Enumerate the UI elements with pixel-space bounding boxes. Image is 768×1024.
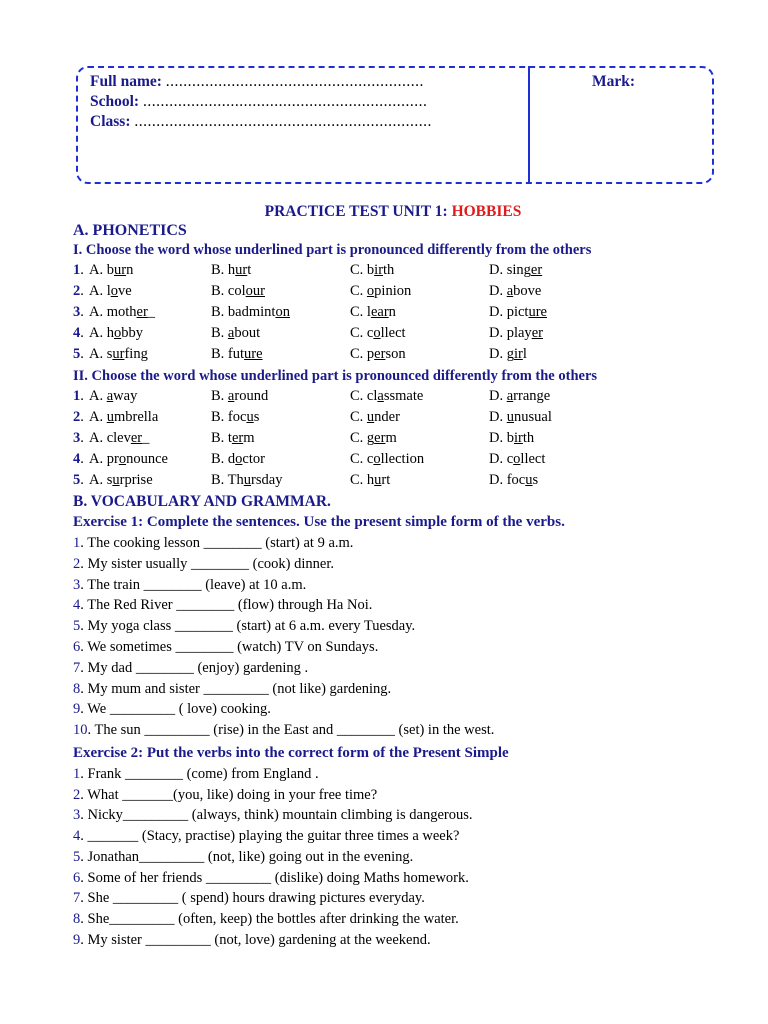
option-text: A. h [89, 325, 114, 341]
underlined-part: u [246, 409, 254, 425]
option-text: A. pr [89, 451, 119, 467]
exercise2-title: Exercise 2: Put the verbs into the correct form of the Present Simple [73, 745, 509, 761]
title-highlight: HOBBIES [451, 203, 522, 220]
option-b [211, 388, 268, 405]
option-text: t [247, 262, 252, 278]
underlined-part: u [506, 409, 514, 425]
option-text: fing [124, 346, 148, 362]
option-text: mbrella [113, 409, 159, 425]
exercise-item [73, 639, 378, 656]
option-a [89, 388, 137, 405]
option-text: A. s [89, 346, 113, 362]
underlined-part: u [366, 409, 375, 425]
option-c [350, 346, 406, 363]
option-c [350, 283, 411, 300]
item-number: 6 . [73, 870, 84, 886]
underlined-part: ur [113, 262, 127, 278]
underlined-part: o [513, 451, 521, 467]
item-text: Frank ________ (come) from England . [83, 766, 319, 782]
option-d [489, 451, 545, 468]
option-d [489, 388, 550, 405]
option-text: rt [381, 472, 391, 488]
option-text: nder [374, 409, 400, 425]
full-name-field [90, 73, 424, 91]
option-c [350, 262, 394, 279]
option-text: bby [121, 325, 143, 341]
item-text: The sun _________ (rise) in the East and ________ (set) in the west. [91, 722, 495, 739]
exercise-item [73, 535, 353, 552]
phonetics-part1-instruction: I. Choose the word whose underlined part is pronounced differently from the others [73, 242, 592, 258]
option-text: B. [211, 388, 228, 404]
item-text: My sister _________ (not, love) gardening at the weekend. [83, 931, 431, 948]
item-number: 6 . [73, 639, 84, 655]
question-number: 4 . [73, 451, 84, 468]
item-text: Jonathan_________ (not, like) going out in the evening. [83, 848, 414, 865]
item-text: She _________ ( spend) hours drawing pictures everyday. [83, 890, 425, 907]
option-b [211, 325, 260, 342]
option-text: D. sing [489, 262, 531, 278]
underlined-part: a [377, 388, 384, 404]
item-number: 2 . [73, 787, 84, 803]
underlined-part: a [106, 388, 114, 404]
option-text: th [522, 430, 535, 446]
exercise-item [73, 722, 494, 739]
option-text: son [385, 346, 406, 362]
option-d [489, 262, 542, 279]
option-text: D. b [489, 430, 514, 446]
underlined-part: a [227, 325, 235, 341]
item-text: The Red River ________ (flow) through Ha Noi. [83, 597, 373, 614]
phonetics-part2-instruction: II. Choose the word whose underlined part is pronounced differently from the others [73, 368, 598, 384]
option-text: round [234, 388, 269, 404]
option-text: rsday [251, 472, 283, 488]
option-text: ssmate [383, 388, 424, 404]
option-text: s [532, 472, 539, 488]
option-text: B. Th [211, 472, 244, 488]
underlined-part: er [531, 325, 543, 341]
school-dots: ................................................................. [142, 93, 428, 110]
option-text: C. c [350, 451, 374, 467]
option-text: ve [118, 283, 132, 299]
option-a [89, 304, 155, 321]
option-a [89, 325, 143, 342]
option-d [489, 325, 543, 342]
option-text: A. [89, 409, 107, 425]
underlined-part: ear [370, 304, 389, 320]
underlined-part: u [243, 472, 252, 488]
question-number: 5 . [73, 472, 84, 489]
option-text: nounce [126, 451, 168, 467]
option-text: D. pict [489, 304, 529, 320]
item-number: 1 . [73, 535, 84, 551]
option-b [211, 430, 255, 447]
option-text: C. [350, 283, 367, 299]
item-text: My mum and sister _________ (not like) gardening. [83, 680, 392, 697]
page-title [0, 203, 768, 221]
underlined-part: o [373, 451, 381, 467]
full-name-label: Full name: [90, 73, 162, 90]
exercise-item [73, 932, 431, 949]
question-number: 2 . [73, 409, 84, 426]
option-c [350, 325, 406, 342]
item-text: What _______(you, like) doing in your free time? [83, 786, 378, 803]
option-b [211, 304, 290, 321]
underlined-part: on [275, 304, 290, 320]
item-text: Nicky_________ (always, think) mountain climbing is dangerous. [83, 807, 473, 824]
option-text: n [126, 262, 134, 278]
underlined-part: o [110, 283, 118, 299]
item-number: 9 . [73, 932, 84, 948]
option-text: D. [489, 409, 507, 425]
exercise1-title: Exercise 1: Complete the sentences. Use the present simple form of the verbs. [73, 514, 565, 530]
underlined-part: u [106, 409, 114, 425]
item-number: 2 . [73, 556, 84, 572]
class-label: Class: [90, 113, 131, 130]
underlined-part: u [525, 472, 533, 488]
item-number: 5 . [73, 618, 84, 634]
option-text: D. foc [489, 472, 526, 488]
option-text: D. c [489, 451, 514, 467]
option-text: nusual [513, 409, 552, 425]
option-text: D. g [489, 346, 514, 362]
option-text: C. c [350, 325, 374, 341]
option-text: B. h [211, 262, 236, 278]
option-c [350, 451, 424, 468]
option-text: l [522, 346, 527, 362]
item-number: 8 . [73, 681, 84, 697]
item-text: She_________ (often, keep) the bottles after drinking the water. [83, 910, 459, 927]
option-text: C. [350, 409, 367, 425]
underlined-part: ure [244, 346, 263, 362]
option-text: A. [89, 388, 107, 404]
question-number: 5 . [73, 346, 84, 363]
exercise-item [73, 681, 391, 698]
question-number: 1 . [73, 262, 84, 279]
exercise-item [73, 618, 415, 635]
option-a [89, 409, 158, 426]
option-b [211, 346, 263, 363]
option-text: llection [380, 451, 425, 467]
option-c [350, 304, 396, 321]
option-text: n [388, 304, 396, 320]
underlined-part: a [227, 388, 235, 404]
underlined-part: o [235, 451, 243, 467]
item-text: Some of her friends _________ (dislike) doing Maths homework. [83, 869, 469, 886]
item-text: The train ________ (leave) at 10 a.m. [83, 576, 307, 593]
underlined-part: u [112, 472, 120, 488]
underlined-part: u [374, 472, 382, 488]
option-c [350, 472, 390, 489]
option-text: s [253, 409, 260, 425]
option-a [89, 472, 153, 489]
underlined-part: er [530, 262, 543, 278]
option-text: A. s [89, 472, 113, 488]
option-text: B. [211, 325, 228, 341]
item-text: My yoga class ________ (start) at 6 a.m. every Tuesday. [83, 618, 416, 635]
option-text: B. foc [211, 409, 247, 425]
option-text: A. moth [89, 304, 137, 320]
option-text: C. cl [350, 388, 378, 404]
underlined-part: our [245, 283, 265, 299]
item-text: We sometimes ________ (watch) TV on Sundays. [83, 639, 379, 655]
option-text: llect [520, 451, 546, 467]
option-text: m [385, 430, 397, 446]
exercise-item [73, 828, 459, 845]
option-text: th [383, 262, 395, 278]
exercise-item [73, 660, 308, 677]
option-b [211, 409, 259, 426]
underlined-part: a [506, 283, 514, 299]
option-text: B. col [211, 283, 246, 299]
section-b-heading: B. VOCABULARY AND GRAMMAR. [73, 493, 331, 510]
option-text: C. h [350, 472, 375, 488]
option-text: C. g [350, 430, 375, 446]
underlined-part: ir [513, 346, 523, 362]
option-text: rrange [513, 388, 551, 404]
underlined-part: er [130, 430, 143, 446]
option-text: A. clev [89, 430, 131, 446]
item-text: We _________ ( love) cooking. [83, 701, 271, 718]
option-b [211, 451, 265, 468]
option-text: B. d [211, 451, 236, 467]
underlined-part: ur [235, 262, 248, 278]
underlined-part: er [374, 346, 386, 362]
underlined-part: o [373, 325, 381, 341]
item-number: 10 . [73, 722, 91, 738]
option-b [211, 283, 265, 300]
exercise-item [73, 849, 413, 866]
exercise-item [73, 556, 334, 573]
option-text: A. l [89, 283, 111, 299]
option-text: D. [489, 283, 507, 299]
option-text: rprise [119, 472, 153, 488]
exercise-item [73, 701, 271, 718]
class-dots: .................................................................... [134, 113, 432, 130]
section-a-heading: A. PHONETICS [73, 222, 187, 239]
exercise-item [73, 766, 319, 783]
underlined-part: ure [528, 304, 547, 320]
underlined-part: ir [374, 262, 384, 278]
exercise-item [73, 787, 377, 804]
item-number: 7 . [73, 660, 84, 676]
option-text: bove [513, 283, 542, 299]
option-text: B. t [211, 430, 232, 446]
item-number: 4 . [73, 597, 84, 613]
option-a [89, 346, 148, 363]
question-number: 3 . [73, 430, 84, 447]
exercise-item [73, 577, 306, 594]
item-number: 9 . [73, 701, 84, 717]
item-number: 3 . [73, 807, 84, 823]
item-number: 5 . [73, 849, 84, 865]
option-d [489, 346, 527, 363]
option-text: llect [380, 325, 406, 341]
exercise-item [73, 807, 473, 824]
title-prefix: PRACTICE TEST UNIT 1: [264, 203, 452, 220]
underlined-part: a [506, 388, 514, 404]
option-text: C. l [350, 304, 371, 320]
option-d [489, 304, 547, 321]
item-text: The cooking lesson ________ (start) at 9 a.m. [83, 535, 354, 551]
item-text: _______ (Stacy, practise) playing the guitar three times a week? [83, 828, 460, 845]
item-number: 3 . [73, 577, 84, 593]
option-text: pinion [374, 283, 412, 299]
item-text: My sister usually ________ (cook) dinner. [83, 555, 334, 572]
mark-label: Mark: [592, 73, 636, 90]
option-text: way [113, 388, 138, 404]
exercise-item [73, 890, 425, 907]
exercise-item [73, 597, 372, 614]
school-field [90, 93, 427, 111]
option-d [489, 430, 534, 447]
underlined-part: ir [513, 430, 523, 446]
option-d [489, 472, 538, 489]
item-number: 7 . [73, 890, 84, 906]
underlined-part: er [231, 430, 244, 446]
option-text: B. badmint [211, 304, 276, 320]
option-text: D. play [489, 325, 532, 341]
option-text: _ [147, 304, 156, 320]
option-b [211, 262, 251, 279]
underlined-part: o [366, 283, 375, 299]
option-text: m [243, 430, 255, 446]
option-d [489, 409, 552, 426]
option-text: bout [234, 325, 261, 341]
item-number: 4 . [73, 828, 84, 844]
question-number: 2 . [73, 283, 84, 300]
option-text: ctor [242, 451, 265, 467]
exercise-item [73, 911, 459, 928]
class-field [90, 113, 432, 131]
underlined-part: er [374, 430, 386, 446]
option-a [89, 430, 149, 447]
header-divider [528, 66, 530, 184]
underlined-part: o [118, 451, 127, 467]
option-d [489, 283, 541, 300]
item-number: 8 . [73, 911, 84, 927]
question-number: 1 . [73, 388, 84, 405]
question-number: 3 . [73, 304, 84, 321]
option-c [350, 409, 400, 426]
school-label: School: [90, 93, 140, 110]
underlined-part: o [113, 325, 122, 341]
option-a [89, 451, 168, 468]
option-text: C. p [350, 346, 375, 362]
option-a [89, 283, 132, 300]
full-name-dots: ........................................................... [165, 73, 424, 90]
question-number: 4 . [73, 325, 84, 342]
option-b [211, 472, 282, 489]
option-c [350, 388, 423, 405]
option-c [350, 430, 397, 447]
item-number: 1 . [73, 766, 84, 782]
item-text: My dad ________ (enjoy) gardening . [83, 659, 309, 676]
option-text: _ [142, 430, 150, 446]
option-a [89, 262, 133, 279]
option-text: A. b [89, 262, 114, 278]
option-text: D. [489, 388, 507, 404]
underlined-part: er [136, 304, 148, 320]
underlined-part: ur [112, 346, 125, 362]
exercise-item [73, 870, 469, 887]
option-text: C. b [350, 262, 375, 278]
option-text: B. fut [211, 346, 245, 362]
